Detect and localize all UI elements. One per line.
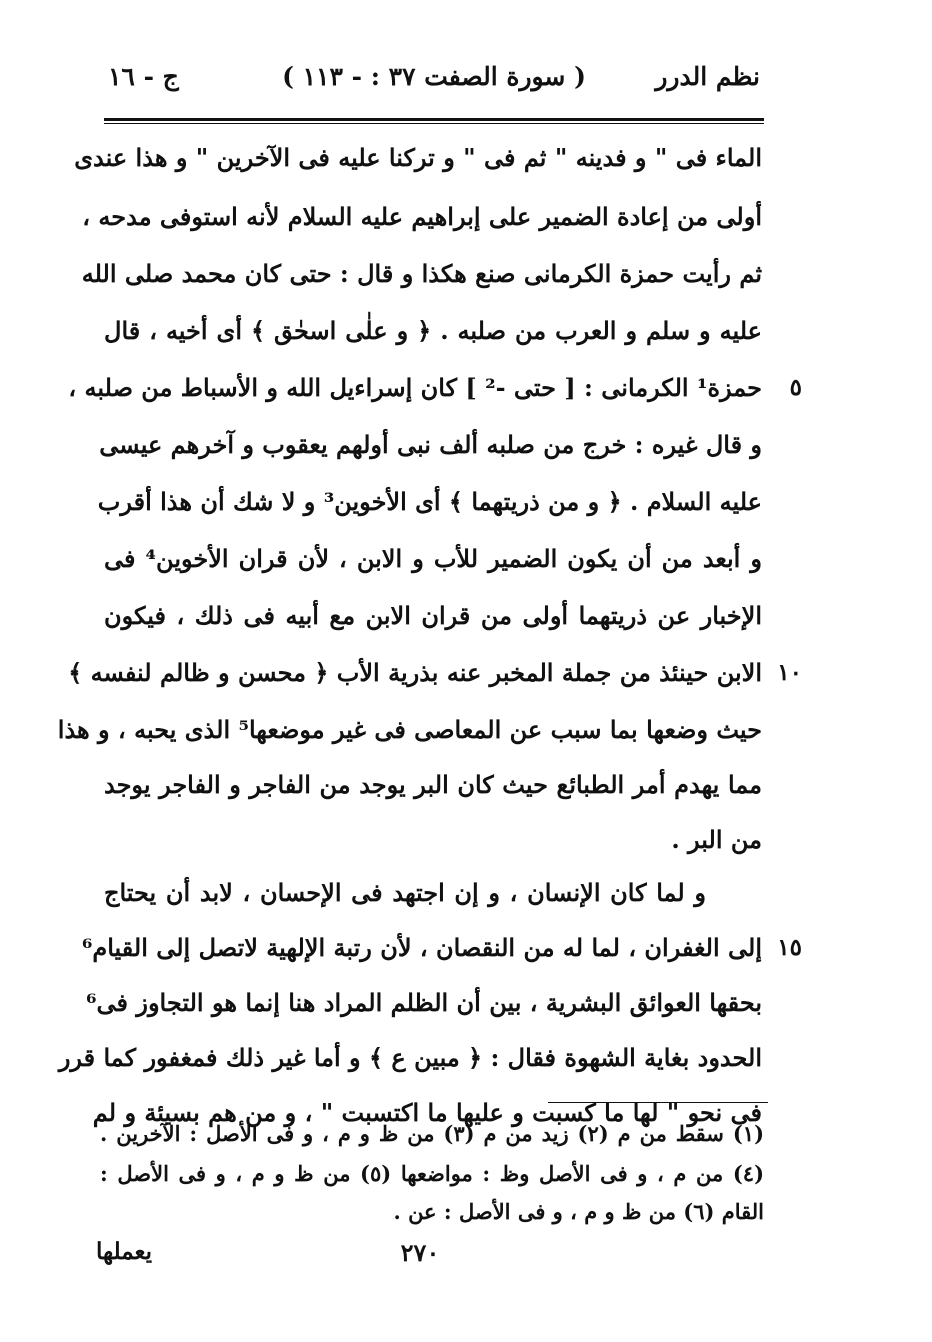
text-line: عليه السلام . ﴿ و من ذريتهما ﴾ أى الأخوين³ و لا شك أن هذا أقرب <box>97 487 762 516</box>
text-line: إلى الغفران ، لما له من النقصان ، لأن رتبة الإلهية لاتصل إلى القيام⁶ <box>81 933 762 962</box>
text-line: عليه و سلم و العرب من صلبه . ﴿ و علٰى اسحٰق ﴾ أى أخيه ، قال <box>104 316 762 345</box>
header-rule-thin <box>104 123 764 124</box>
line-number: ١٠ <box>777 659 802 686</box>
text-line: حيث وضعها بما سبب عن المعاصى فى غير موضعها⁵ الذى يحبه ، و هذا <box>57 715 762 744</box>
text-line: الماء فى " و فدينه " ثم فى " و تركنا عليه فى الآخرين " و هذا عندى <box>74 143 762 172</box>
text-line: الحدود بغاية الشهوة فقال : ﴿ مبين ع ﴾ و أما غير ذلك فمغفور كما قرر <box>58 1043 762 1072</box>
text-line: و لما كان الإنسان ، و إن اجتهد فى الإحسان ، لابد أن يحتاج <box>104 878 706 907</box>
text-line: بحقها العوائق البشرية ، بين أن الظلم المراد هنا إنما هو التجاوز فى⁶ <box>86 988 762 1017</box>
text-line: حمزة¹ الكرمانى : [ حتى -² ] كان إسراءيل الله و الأسباط من صلبه ، <box>68 373 762 402</box>
text-line: فى نحو " لها ما كسبت و عليها ما اكتسبت " ، و من هم بسيئة و لم <box>92 1098 762 1127</box>
catchword: يعملها <box>96 1238 153 1265</box>
text-line: الابن حينئذ من جملة المخبر عنه بذرية الأب ﴿ محسن و ظالم لنفسه ﴾ <box>68 658 762 687</box>
text-line: الإخبار عن ذريتهما أولى من قران الابن مع أبيه فى ذلك ، فيكون <box>104 601 762 630</box>
footnote-line: القام (٦) من ظ و م ، و فى الأصل : عن . <box>393 1199 764 1224</box>
line-number: ١٥ <box>777 934 802 961</box>
part-number: ج - ١٦ <box>108 62 179 91</box>
text-line: من البر . <box>671 825 762 854</box>
surah-reference: ( سورة الصفت ٣٧ : - ١١٣ ) <box>282 62 586 91</box>
page-number: ٢٧٠ <box>400 1238 440 1267</box>
text-line: و قال غيره : خرج من صلبه ألف نبى أولهم يعقوب و آخرهم عيسى <box>99 430 762 459</box>
running-header <box>108 62 760 102</box>
footnote-line: (١) سقط من م (٢) زيد من م (٣) من ظ و م ، و فى الأصل : الآخرين . <box>100 1121 764 1146</box>
line-number: ٥ <box>789 374 802 401</box>
book-title: نظم الدرر <box>655 62 760 91</box>
text-line: مما يهدم أمر الطبائع حيث كان البر يوجد من الفاجر و الفاجر يوجد <box>104 770 762 799</box>
header-rule <box>104 118 764 121</box>
text-line: و أبعد من أن يكون الضمير للأب و الابن ، لأن قران الأخوين⁴ فى <box>104 544 762 573</box>
text-line: ثم رأيت حمزة الكرمانى صنع هكذا و قال : حتى كان محمد صلى الله <box>81 259 762 288</box>
footnote-line: (٤) من م ، و فى الأصل وظ : مواضعها (٥) من ظ و م ، و فى الأصل : <box>100 1161 765 1186</box>
footnote-rule <box>548 1102 768 1103</box>
text-line: أولى من إعادة الضمير على إبراهيم عليه السلام لأنه استوفى مدحه ، <box>82 202 762 231</box>
